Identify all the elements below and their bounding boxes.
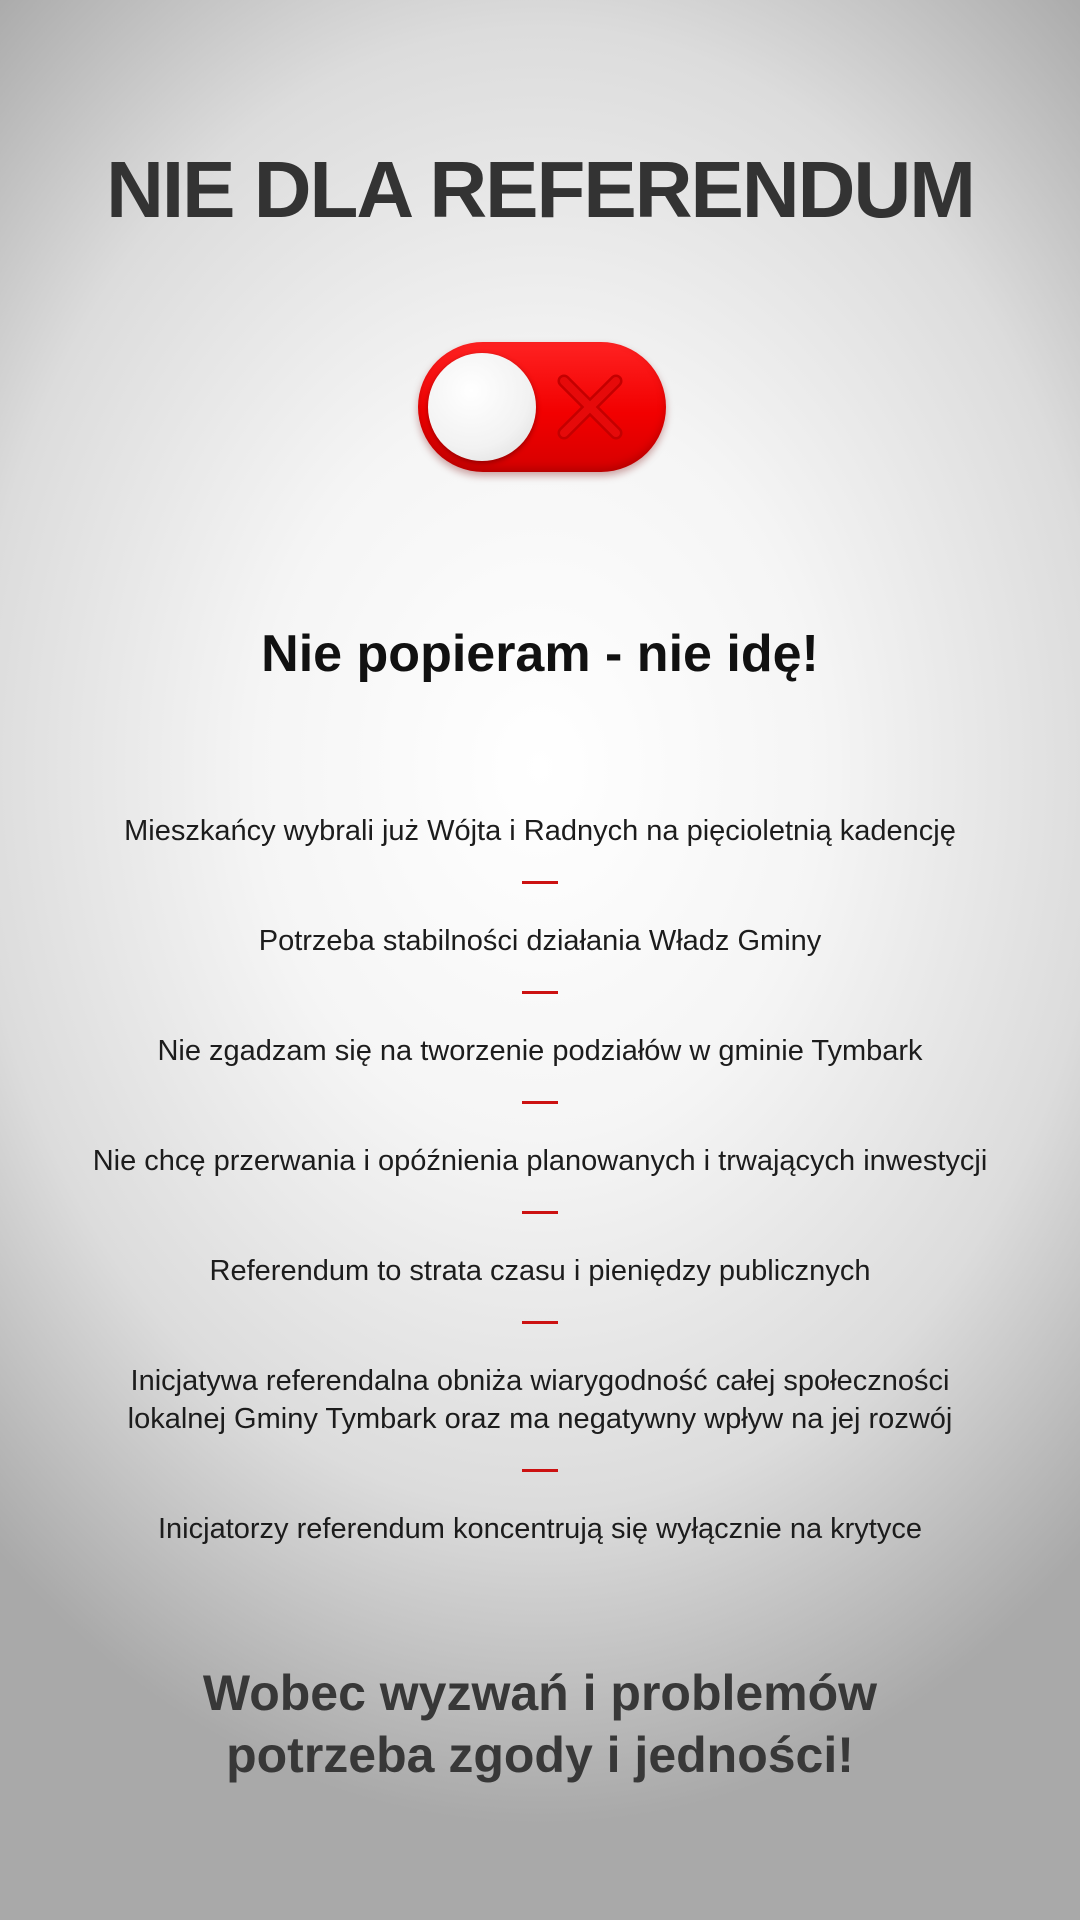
list-item [40,1252,1040,1290]
list-item [40,812,1040,850]
subtitle: Nie popieram - nie idę! [261,625,819,683]
slogan [0,1662,1080,1786]
list-item-text: Mieszkańcy wybrali już Wójta i Radnych na pięcioletnią kadencję [124,815,956,847]
list-item [40,1510,1040,1548]
page-title: NIE DLA REFERENDUM [106,145,974,234]
divider [522,1101,558,1104]
divider [522,991,558,994]
list-item-text: Referendum to strata czasu i pieniędzy publicznych [209,1255,871,1287]
list-item [40,1032,1040,1070]
toggle-switch[interactable] [418,342,666,472]
list-item-text: Potrzeba stabilności działania Władz Gminy [258,925,822,957]
slogan-line-2: potrzeba zgody i jedności! [226,1727,854,1783]
list-item-text: Nie chcę przerwania i opóźnienia planowanych i trwających inwestycji [92,1145,988,1177]
list-item-text: Inicjatywa referendalna obniża wiarygodność całej społeczności [130,1365,950,1397]
reasons-list [40,812,1040,1548]
x-icon [552,369,628,445]
divider [522,881,558,884]
divider [522,1469,558,1472]
list-item-text: lokalnej Gminy Tymbark oraz ma negatywny wpływ na jej rozwój [127,1403,953,1435]
list-item [40,1362,1040,1438]
list-item [40,922,1040,960]
list-item [40,1142,1040,1180]
slogan-line-1: Wobec wyzwań i problemów [202,1665,878,1721]
divider [522,1321,558,1324]
list-item-text: Inicjatorzy referendum koncentrują się wyłącznie na krytyce [158,1513,922,1545]
list-item-text: Nie zgadzam się na tworzenie podziałów w gminie Tymbark [157,1035,923,1067]
divider [522,1211,558,1214]
toggle-knob[interactable] [428,353,536,461]
